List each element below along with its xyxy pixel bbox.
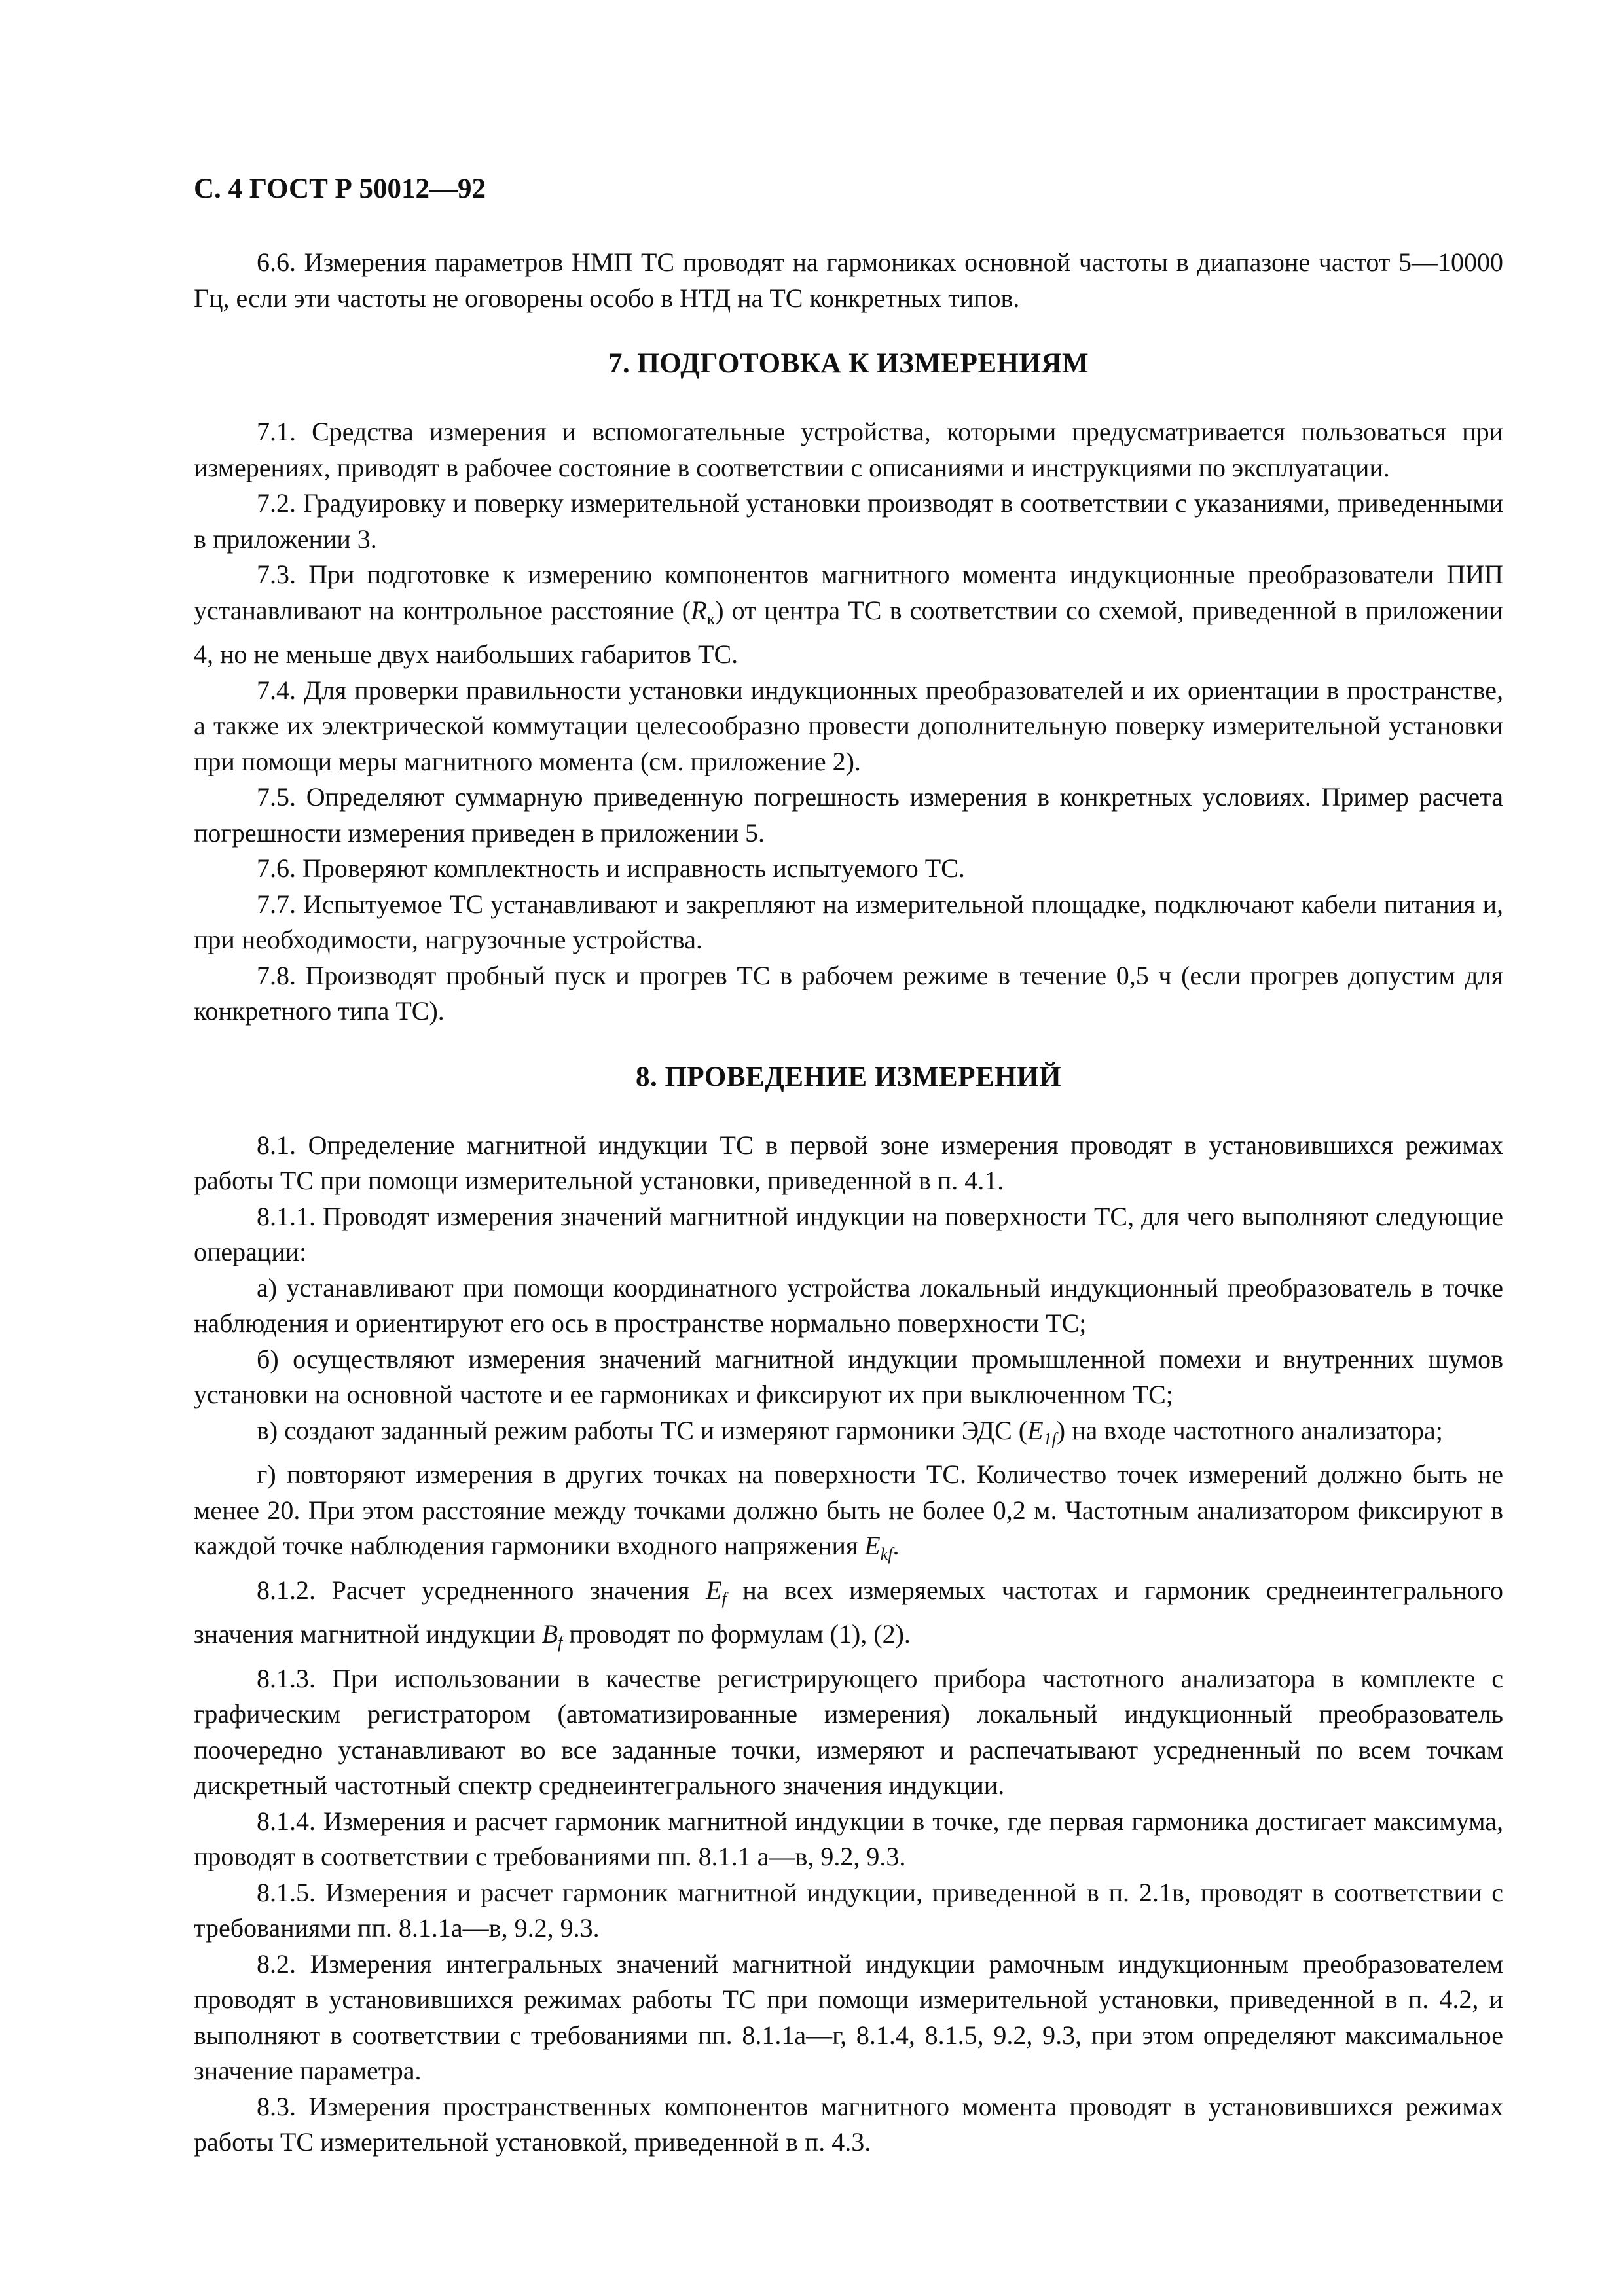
symbol-e: E xyxy=(864,1531,881,1560)
text-fragment: на всех измеряемых частотах и гармоник среднеинтегрального значения магнитной индукции xyxy=(194,1575,1503,1649)
paragraph-8-3: 8.3. Измерения пространственных компонентов магнитного момента проводят в установившихся режимах работы ТС измерительной установкой, приведенной в п. 4.3. xyxy=(194,2091,1503,2157)
subscript-kf: kf xyxy=(880,1545,893,1564)
text-fragment: ) на входе частотного анализатора; xyxy=(1056,1415,1443,1445)
paragraph-7-3 xyxy=(194,557,1503,673)
subscript-k: к xyxy=(706,609,716,628)
paragraph-7-7: 7.7. Испытуемое ТС устанавливают и закрепляют на измерительной площадке, подключают кабели питания и, при необходимости, нагрузочные устройства. xyxy=(194,889,1503,954)
subscript-f: f xyxy=(558,1633,563,1652)
list-item-b: б) осуществляют измерения значений магнитной индукции промышленной помехи и внутренних шумов установки на основной частоте и ее гармониках и фиксируют их при выключенном ТС; xyxy=(194,1344,1503,1409)
paragraph-7-1: 7.1. Средства измерения и вспомогательные устройства, которыми предусматривается пользоваться при измерениях, приводят в рабочее состояние в соответствии с описаниями и инструкциями по эксплуатации. xyxy=(194,417,1503,482)
subscript-1f: 1f xyxy=(1043,1429,1057,1448)
text-fragment: в) создают заданный режим работы ТС и измеряют гармоники ЭДС ( xyxy=(257,1415,1028,1445)
document-page xyxy=(194,171,1503,2161)
section-8-title: 8. ПРОВЕДЕНИЕ ИЗМЕРЕНИЙ xyxy=(635,1061,1062,1092)
paragraph-8-2: 8.2. Измерения интегральных значений магнитной индукции рамочным индукционным преобразователем проводят в установившихся режимах работы ТС при помощи измерительной установки, приведенной в п. 4.2, и выполняют в соответствии с требованиями пп. 8.1.1а—г, 8.1.4, 8.1.5, 9.2, 9.3, при этом определяют максимальное значение параметра. xyxy=(194,1948,1503,2085)
text-fragment: проводят по формулам (1), (2). xyxy=(562,1619,911,1649)
text-fragment: г) повторяют измерения в других точках на поверхности ТС. Количество точек измерений должно быть не менее 20. При этом расстояние между точками должно быть не более 0,2 м. Частотным анализатором фиксируют в каждой точке наблюдения гармоники входного напряжения xyxy=(194,1460,1503,1560)
text-fragment: 7.3. При подготовке к измерению компонентов магнитного момента индукционные преобразователи ПИП устанавливают на контрольное расстояние ( xyxy=(194,560,1503,625)
subscript-f: f xyxy=(721,1588,727,1608)
text-fragment: 8.1.2. Расчет усредненного значения xyxy=(257,1575,706,1605)
paragraph-7-2: 7.2. Градуировку и поверку измерительной установки производят в соответствии с указаниями, приведенными в приложении 3. xyxy=(194,488,1503,554)
paragraph-8-1-5: 8.1.5. Измерения и расчет гармоник магнитной индукции, приведенной в п. 2.1в, проводят в соответствии с требованиями пп. 8.1.1а—в, 9.2, 9.3. xyxy=(194,1877,1503,1943)
list-item-g xyxy=(194,1457,1503,1573)
symbol-r: R xyxy=(691,595,707,625)
symbol-e: E xyxy=(706,1575,722,1605)
list-item-v xyxy=(194,1413,1503,1458)
paragraph-6-6: 6.6. Измерения параметров НМП ТС проводят на гармониках основной частоты в диапазоне частот 5—10000 Гц, если эти частоты не оговорены особо в НТД на ТС конкретных типов. xyxy=(194,247,1503,313)
paragraph-8-1-2 xyxy=(194,1573,1503,1661)
paragraph-8-1-3: 8.1.3. При использовании в качестве регистрирующего прибора частотного анализатора в комплекте с графическим регистратором (автоматизированные измерения) локальный индукционный преобразователь поочередно устанавливают во все заданные точки, измеряют и распечатывают усредненный по всем точкам дискретный частотный спектр среднеинтегрального значения индукции. xyxy=(194,1663,1503,1800)
symbol-e: E xyxy=(1027,1415,1044,1445)
paragraph-8-1-1: 8.1.1. Проводят измерения значений магнитной индукции на поверхности ТС, для чего выполняют следующие операции: xyxy=(194,1201,1503,1266)
paragraph-7-4: 7.4. Для проверки правильности установки индукционных преобразователей и их ориентации в пространстве, а также их электрической коммутации целесообразно провести дополнительную поверку измерительной установки при помощи меры магнитного момента (см. приложение 2). xyxy=(194,675,1503,776)
symbol-b: B xyxy=(541,1619,558,1649)
paragraph-8-1-4: 8.1.4. Измерения и расчет гармоник магнитной индукции в точке, где первая гармоника достигает максимума, проводят в соответствии с требованиями пп. 8.1.1 а—в, 9.2, 9.3. xyxy=(194,1806,1503,1871)
paragraph-7-5: 7.5. Определяют суммарную приведенную погрешность измерения в конкретных условиях. Пример расчета погрешности измерения приведен в приложении 5. xyxy=(194,782,1503,848)
paragraph-7-8: 7.8. Производят пробный пуск и прогрев ТС в рабочем режиме в течение 0,5 ч (если прогрев допустим для конкретного типа ТС). xyxy=(194,960,1503,1026)
list-item-a: а) устанавливают при помощи координатного устройства локальный индукционный преобразователь в точке наблюдения и ориентируют его ось в пространстве нормально поверхности ТС; xyxy=(194,1272,1503,1338)
text-fragment: ) от центра ТС в соответствии со схемой, приведенной в приложении 4, но не меньше двух наибольших габаритов ТС. xyxy=(194,595,1504,669)
page-header: С. 4 ГОСТ Р 50012—92 xyxy=(194,173,486,204)
paragraph-7-6: 7.6. Проверяют комплектность и исправность испытуемого ТС. xyxy=(257,853,965,883)
text-fragment: . xyxy=(892,1531,900,1560)
section-7-title: 7. ПОДГОТОВКА К ИЗМЕРЕНИЯМ xyxy=(608,348,1089,379)
paragraph-8-1: 8.1. Определение магнитной индукции ТС в первой зоне измерения проводят в установившихся режимах работы ТС при помощи измерительной установки, приведенной в п. 4.1. xyxy=(194,1130,1503,1195)
